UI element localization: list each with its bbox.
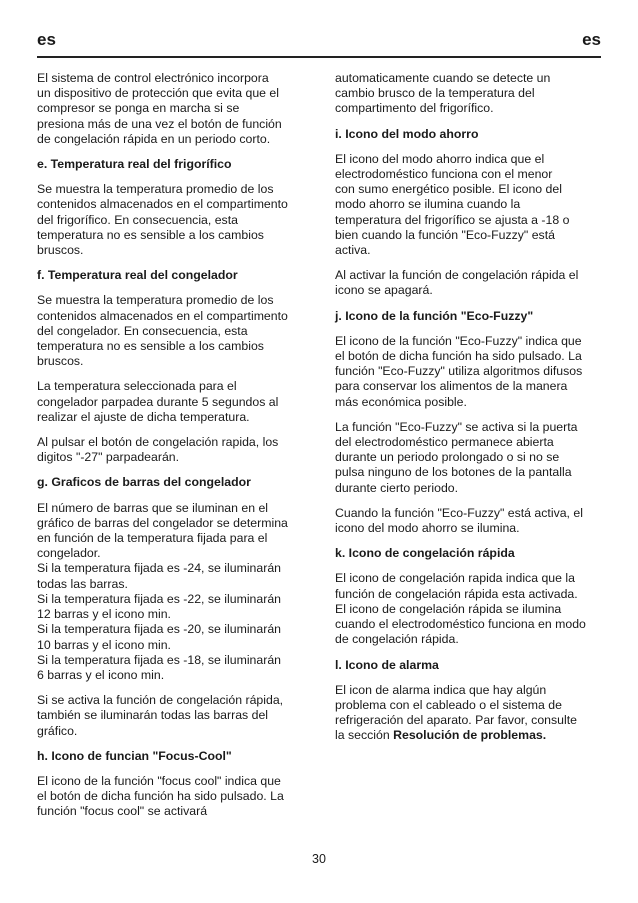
paragraph [37, 182, 299, 258]
paragraph [37, 693, 299, 739]
text-line: bruscos. [37, 354, 84, 369]
text-line: función de congelación rápida esta activada. [335, 586, 578, 601]
header-language-left: es [37, 30, 56, 49]
text-line: durante un periodo prolongado o si no se [335, 450, 560, 465]
text-line: presiona más de una vez el botón de función [37, 116, 282, 131]
text-line: Se muestra la temperatura promedio de los [37, 293, 274, 308]
text-line: gráfico. [37, 723, 78, 738]
text-line: Si la temperatura fijada es -18, se iluminarán [37, 652, 282, 667]
text-line: compartimento del frigorífico. [335, 101, 494, 116]
text-line: de congelación rápida. [335, 632, 459, 647]
section-heading: e. Temperatura real del frigorífico [37, 157, 232, 172]
text-line: Si la temperatura fijada es -22, se iluminarán [37, 591, 282, 606]
text-line: problema con el cableado o el sistema de [335, 697, 562, 712]
text-line: electrodoméstico funciona con el menor [335, 167, 553, 182]
paragraph [335, 506, 597, 536]
text-line: Si la temperatura fijada es -20, se iluminarán [37, 622, 282, 637]
text-line: El sistema de control electrónico incorpora [37, 71, 269, 85]
text-line: todas las barras. [37, 576, 128, 591]
text-line: icono se apagará. [335, 283, 433, 298]
header-language-right: es [582, 30, 601, 49]
text-line: temperatura no es sensible a los cambios [37, 339, 264, 354]
text-line: El icono de congelación rapida indica que la [335, 571, 575, 586]
text-line: del congelador. En consecuencia, esta [37, 323, 248, 338]
paragraph [335, 420, 597, 496]
text-line: un dispositivo de protección que evita que el [37, 86, 279, 101]
text-line: el botón de dicha función ha sido pulsado. La [335, 349, 582, 364]
section-heading: l. Icono de alarma [335, 657, 439, 672]
text-line: temperatura del frigorífico se ajusta a -18 o [335, 212, 570, 227]
text-line: durante cierto periodo. [335, 480, 459, 495]
section-heading: h. Icono de funcian "Focus-Cool" [37, 748, 232, 763]
section-heading: f. Temperatura real del congelador [37, 268, 238, 283]
paragraph [37, 435, 299, 465]
text-line: para conservar los alimentos de la manera [335, 379, 568, 394]
text-line: Al activar la función de congelación rápida el [335, 268, 579, 283]
text-line: digitos "-27" parpadearán. [37, 450, 180, 465]
text-line: El icono de congelación rápida se ilumina [335, 601, 562, 616]
text-line: temperatura no es sensible a los cambios [37, 227, 264, 242]
text-line: bruscos. [37, 243, 84, 258]
text-line: cambio brusco de la temperatura del [335, 86, 535, 101]
text-line [335, 728, 597, 743]
text-line: icono del modo ahorro se ilumina. [335, 521, 520, 536]
text-line: El icono de la función "Eco-Fuzzy" indica que [335, 333, 582, 348]
text-line: modo ahorro se ilumina cuando la [335, 197, 521, 212]
text-line: función "Eco-Fuzzy" utiliza algoritmos difusos [335, 364, 583, 379]
text-line: Se muestra la temperatura promedio de los [37, 182, 274, 197]
text-line: del electrodoméstico permanece abierta [335, 435, 554, 450]
paragraph [335, 571, 597, 647]
text-line: El icon de alarma indica que hay algún [335, 682, 547, 697]
section-heading: k. Icono de congelación rápida [335, 546, 515, 561]
text-line: en función de la temperatura fijada para el [37, 531, 268, 546]
text-line: automaticamente cuando se detecte un [335, 71, 551, 85]
section-heading: i. Icono del modo ahorro [335, 126, 479, 141]
text-line: congelador. [37, 546, 101, 561]
paragraph [37, 293, 299, 369]
text-line: congelador parpadea durante 5 segundos al [37, 394, 279, 409]
text-fragment: la sección [335, 728, 394, 743]
text-line: bien cuando la función "Eco-Fuzzy" está [335, 227, 555, 242]
text-line: 6 barras y el icono min. [37, 667, 165, 682]
text-line: realizar el ajuste de dicha temperatura. [37, 409, 250, 424]
left-column [37, 71, 299, 830]
right-column [335, 71, 597, 754]
paragraph [335, 334, 597, 410]
text-line: compresor se ponga en marcha si se [37, 101, 240, 116]
text-line: La función "Eco-Fuzzy" se activa si la puerta [335, 419, 578, 434]
paragraph [335, 152, 597, 258]
paragraph [335, 71, 597, 117]
text-line: Al pulsar el botón de congelación rapida, los [37, 435, 279, 450]
paragraph [37, 379, 299, 425]
text-line: 10 barras y el icono min. [37, 637, 171, 652]
text-line: refrigeración del aparato. Par favor, consulte [335, 713, 577, 728]
text-line: gráfico de barras del congelador se determina [37, 515, 288, 530]
text-line: contenidos almacenados en el compartimento [37, 308, 288, 323]
text-line: La temperatura seleccionada para el [37, 379, 237, 394]
text-line: cuando el electrodoméstico funciona en modo [335, 617, 586, 632]
page-number: 30 [312, 852, 326, 866]
text-line: 12 barras y el icono min. [37, 607, 171, 622]
text-line: contenidos almacenados en el compartimento [37, 197, 288, 212]
text-line: también se iluminarán todas las barras del [37, 708, 269, 723]
text-line: El número de barras que se iluminan en el [37, 500, 269, 515]
text-line: El icono del modo ahorro indica que el [335, 151, 545, 166]
text-line: función "focus cool" se activará [37, 804, 208, 819]
text-line: pulsa ninguno de los botones de la pantalla [335, 465, 572, 480]
text-line: Cuando la función "Eco-Fuzzy" está activa, el [335, 505, 583, 520]
paragraph [37, 774, 299, 820]
section-heading: j. Icono de la función "Eco-Fuzzy" [335, 308, 534, 323]
paragraph [335, 683, 597, 744]
text-line: Si se activa la función de congelación rápida, [37, 693, 284, 708]
text-line: El icono de la función "focus cool" indica que [37, 773, 281, 788]
paragraph [335, 268, 597, 298]
text-line: del frigorífico. En consecuencia, esta [37, 212, 238, 227]
text-line: con sumo energético posible. El icono del [335, 182, 562, 197]
text-line: activa. [335, 243, 371, 258]
text-line: más económica posible. [335, 394, 467, 409]
cross-reference: Resolución de problemas. [393, 728, 547, 743]
paragraph [37, 501, 299, 683]
text-line: de congelación rápida en un periodo corto. [37, 131, 271, 146]
paragraph [37, 71, 299, 147]
text-line: Si la temperatura fijada es -24, se iluminarán [37, 561, 282, 576]
header-divider [37, 56, 601, 58]
section-heading: g. Graficos de barras del congelador [37, 475, 251, 490]
text-line: el botón de dicha función ha sido pulsado. La [37, 789, 284, 804]
